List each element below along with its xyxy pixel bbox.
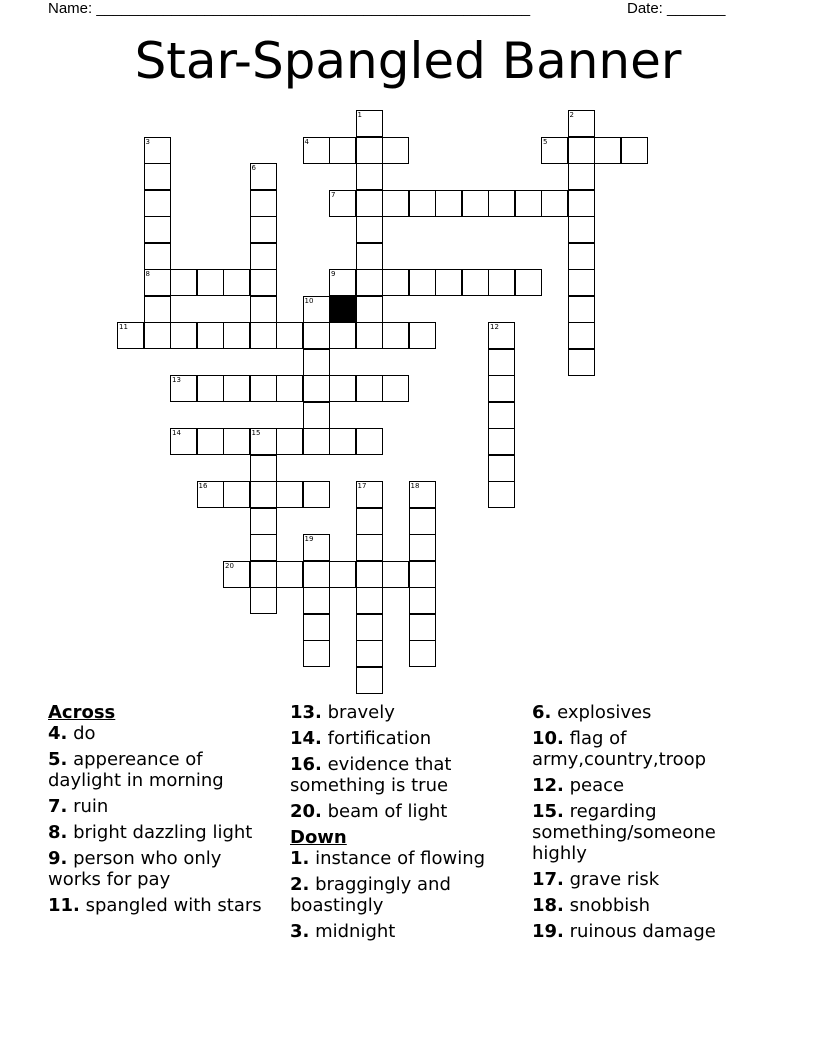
clue-item: [532, 869, 757, 890]
grid-cell[interactable]: [303, 428, 330, 455]
grid-cell[interactable]: [144, 137, 171, 164]
grid-cell[interactable]: [409, 508, 436, 535]
grid-cell[interactable]: [223, 375, 250, 402]
grid-cell[interactable]: [356, 163, 383, 190]
grid-cell[interactable]: [329, 428, 356, 455]
clue-text: ruinous damage: [563, 921, 716, 942]
grid-cell[interactable]: [356, 481, 383, 508]
clue-item: [48, 822, 278, 843]
grid-cell[interactable]: [356, 587, 383, 614]
grid-cell[interactable]: [144, 296, 171, 323]
grid-cell[interactable]: [223, 322, 250, 349]
grid-cell[interactable]: [250, 561, 277, 588]
clue-text: bright dazzling light: [67, 822, 253, 843]
cell-number: 11: [119, 323, 128, 331]
grid-cell[interactable]: [488, 269, 515, 296]
clue-number: 2.: [290, 874, 310, 895]
clue-column-3: [532, 702, 757, 947]
grid-cell[interactable]: [409, 190, 436, 217]
clue-item: [290, 728, 515, 749]
grid-cell[interactable]: [276, 322, 303, 349]
clue-item: [532, 801, 757, 864]
clue-number: 8.: [48, 822, 68, 843]
clue-number: 15.: [532, 801, 564, 822]
clue-text: flag of army,country,troop: [532, 728, 707, 770]
grid-cell[interactable]: [303, 322, 330, 349]
grid-cell[interactable]: [488, 402, 515, 429]
clue-text: ruin: [67, 796, 109, 817]
grid-cell[interactable]: [250, 428, 277, 455]
grid-cell[interactable]: [303, 614, 330, 641]
across-heading: Across: [48, 702, 116, 723]
cell-number: 1: [357, 111, 362, 119]
grid-cell[interactable]: [568, 137, 595, 164]
grid-cell[interactable]: [223, 269, 250, 296]
clue-number: 9.: [48, 848, 68, 869]
clue-text: regarding something/someone highly: [532, 801, 716, 864]
clue-number: 5.: [48, 749, 68, 770]
clue-text: do: [67, 723, 96, 744]
clue-column-1: [48, 702, 278, 921]
clue-item: [290, 702, 515, 723]
grid-cell[interactable]: [382, 190, 409, 217]
cell-number: 2: [569, 111, 574, 119]
grid-cell[interactable]: [250, 322, 277, 349]
clue-number: 10.: [532, 728, 564, 749]
grid-cell[interactable]: [356, 137, 383, 164]
grid-cell[interactable]: [223, 481, 250, 508]
grid-cell[interactable]: [462, 190, 489, 217]
clue-item: [290, 754, 515, 796]
grid-cell[interactable]: [568, 216, 595, 243]
clue-text: instance of flowing: [309, 848, 486, 869]
date-field: Date: _______: [627, 0, 726, 17]
grid-cell[interactable]: [170, 322, 197, 349]
grid-cell[interactable]: [303, 561, 330, 588]
grid-cell[interactable]: [250, 587, 277, 614]
clue-number: 7.: [48, 796, 68, 817]
grid-cell[interactable]: [303, 534, 330, 561]
clue-item: [290, 848, 515, 869]
grid-cell[interactable]: [568, 243, 595, 270]
grid-cell[interactable]: [488, 481, 515, 508]
grid-cell[interactable]: [250, 481, 277, 508]
grid-cell[interactable]: [462, 269, 489, 296]
clue-number: 3.: [290, 921, 310, 942]
cell-number: 17: [357, 482, 367, 490]
clue-number: 16.: [290, 754, 322, 775]
grid-cell[interactable]: [356, 243, 383, 270]
clue-list: [532, 702, 757, 942]
grid-cell[interactable]: [170, 269, 197, 296]
grid-cell[interactable]: [409, 640, 436, 667]
grid-cell[interactable]: [303, 402, 330, 429]
clue-item: [48, 749, 278, 791]
clue-item: [532, 702, 757, 723]
grid-cell[interactable]: [144, 269, 171, 296]
clue-item: [532, 921, 757, 942]
grid-cell[interactable]: [144, 322, 171, 349]
grid-cell[interactable]: [223, 561, 250, 588]
cell-number: 14: [172, 429, 181, 437]
grid-cell[interactable]: [144, 216, 171, 243]
grid-cell[interactable]: [356, 508, 383, 535]
grid-cell[interactable]: [250, 534, 277, 561]
grid-cell[interactable]: [488, 428, 515, 455]
clue-column-2: [290, 702, 515, 947]
grid-cell[interactable]: [250, 296, 277, 323]
grid-cell[interactable]: [250, 243, 277, 270]
clue-number: 4.: [48, 723, 68, 744]
cell-number: 3: [145, 137, 150, 146]
clue-number: 14.: [290, 728, 322, 749]
grid-cell[interactable]: [329, 269, 356, 296]
grid-cell[interactable]: [303, 296, 330, 323]
grid-cell[interactable]: [409, 322, 436, 349]
grid-cell[interactable]: [276, 561, 303, 588]
grid-cell[interactable]: [250, 375, 277, 402]
grid-cell[interactable]: [356, 269, 383, 296]
clue-text: grave risk: [563, 869, 660, 890]
clue-text: bravely: [321, 702, 395, 723]
cell-number: 9: [331, 270, 336, 278]
grid-cell[interactable]: [488, 349, 515, 376]
name-field: Name: ____________________________________________________: [48, 0, 531, 17]
page-title: Star-Spangled Banner: [134, 32, 682, 90]
grid-cell[interactable]: [541, 137, 568, 164]
grid-cell[interactable]: [356, 216, 383, 243]
grid-cell[interactable]: [382, 269, 409, 296]
grid-cell[interactable]: [303, 587, 330, 614]
clue-text: midnight: [309, 921, 396, 942]
cell-number: 13: [172, 376, 181, 384]
clue-text: evidence that something is true: [290, 754, 452, 796]
grid-cell[interactable]: [356, 614, 383, 641]
clue-text: beam of light: [321, 801, 448, 822]
grid-cell[interactable]: [382, 137, 409, 164]
cell-number: 12: [490, 323, 499, 331]
grid-cell[interactable]: [409, 587, 436, 614]
grid-cell[interactable]: [568, 269, 595, 296]
grid-cell[interactable]: [303, 481, 330, 508]
grid-cell[interactable]: [303, 375, 330, 402]
clue-text: peace: [563, 775, 625, 796]
grid-cell[interactable]: [197, 375, 224, 402]
clue-item: [532, 895, 757, 916]
cell-number: 20: [225, 561, 234, 570]
grid-cell[interactable]: [250, 163, 277, 190]
clue-text: fortification: [321, 728, 432, 749]
grid-cell[interactable]: [435, 190, 462, 217]
clue-text: person who only works for pay: [48, 848, 222, 890]
grid-cell[interactable]: [223, 428, 250, 455]
cell-number: 6: [251, 164, 256, 172]
clue-item: [48, 723, 278, 744]
grid-cell[interactable]: [250, 455, 277, 482]
grid-cell[interactable]: [568, 296, 595, 323]
grid-cell[interactable]: [356, 375, 383, 402]
grid-cell[interactable]: [568, 349, 595, 376]
grid-cell[interactable]: [568, 322, 595, 349]
grid-cell[interactable]: [356, 428, 383, 455]
clue-text: appereance of daylight in morning: [48, 749, 224, 791]
grid-cell[interactable]: [382, 375, 409, 402]
grid-cell[interactable]: [409, 614, 436, 641]
grid-cell[interactable]: [409, 561, 436, 588]
clue-item: [48, 796, 278, 817]
grid-cell[interactable]: [568, 190, 595, 217]
grid-cell[interactable]: [197, 481, 224, 508]
grid-cell[interactable]: [276, 428, 303, 455]
grid-cell[interactable]: [621, 137, 648, 164]
clue-number: 1.: [290, 848, 310, 869]
cell-number: 8: [145, 270, 150, 278]
clue-number: 19.: [532, 921, 564, 942]
grid-cell[interactable]: [144, 243, 171, 270]
clue-number: 13.: [290, 702, 322, 723]
cell-number: 4: [304, 137, 309, 146]
grid-cell[interactable]: [250, 216, 277, 243]
grid-cell[interactable]: [250, 508, 277, 535]
clue-number: 12.: [532, 775, 564, 796]
grid-cell[interactable]: [488, 375, 515, 402]
clue-text: snobbish: [563, 895, 651, 916]
clue-text: spangled with stars: [79, 895, 262, 916]
cell-number: 18: [410, 482, 420, 490]
down-heading: Down: [290, 827, 347, 848]
grid-cell[interactable]: [356, 296, 383, 323]
clue-item: [290, 921, 515, 942]
cell-number: 5: [543, 137, 548, 146]
grid-cell[interactable]: [488, 322, 515, 349]
grid-cell[interactable]: [170, 428, 197, 455]
grid-cell[interactable]: [568, 163, 595, 190]
clue-item: [532, 775, 757, 796]
grid-cell[interactable]: [515, 269, 542, 296]
clue-list: [290, 702, 515, 822]
grid-cell[interactable]: [329, 137, 356, 164]
clue-item: [290, 874, 515, 916]
grid-cell[interactable]: [144, 190, 171, 217]
grid-cell[interactable]: [488, 190, 515, 217]
grid-cell[interactable]: [276, 375, 303, 402]
cell-number: 19: [304, 535, 314, 543]
clue-number: 18.: [532, 895, 564, 916]
grid-cell[interactable]: [250, 190, 277, 217]
grid-cell[interactable]: [356, 190, 383, 217]
clue-number: 6.: [532, 702, 552, 723]
cell-number: 15: [251, 429, 261, 437]
grid-cell[interactable]: [541, 190, 568, 217]
grid-cell[interactable]: [276, 481, 303, 508]
grid-cell[interactable]: [568, 110, 595, 137]
grid-cell[interactable]: [435, 269, 462, 296]
grid-cell[interactable]: [356, 561, 383, 588]
cell-number: 7: [331, 190, 336, 199]
clue-number: 20.: [290, 801, 322, 822]
black-cell: [329, 296, 356, 323]
clue-text: explosives: [551, 702, 652, 723]
grid-cell[interactable]: [356, 110, 383, 137]
grid-cell[interactable]: [356, 667, 383, 694]
clue-item: [48, 848, 278, 890]
grid-cell[interactable]: [303, 349, 330, 376]
grid-cell[interactable]: [356, 534, 383, 561]
grid-cell[interactable]: [329, 322, 356, 349]
cell-number: 10: [304, 296, 314, 305]
grid-cell[interactable]: [356, 640, 383, 667]
grid-cell[interactable]: [409, 481, 436, 508]
grid-cell[interactable]: [409, 534, 436, 561]
clue-item: [532, 728, 757, 770]
grid-cell[interactable]: [329, 561, 356, 588]
grid-cell[interactable]: [197, 322, 224, 349]
grid-cell[interactable]: [250, 269, 277, 296]
grid-cell[interactable]: [488, 455, 515, 482]
grid-cell[interactable]: [382, 561, 409, 588]
grid-cell[interactable]: [117, 322, 144, 349]
grid-cell[interactable]: [144, 163, 171, 190]
clue-list: [48, 723, 278, 916]
grid-cell[interactable]: [170, 375, 197, 402]
clue-number: 11.: [48, 895, 80, 916]
clue-list: [290, 848, 515, 942]
grid-cell[interactable]: [356, 322, 383, 349]
grid-cell[interactable]: [594, 137, 621, 164]
cell-number: 16: [198, 482, 208, 490]
grid-cell[interactable]: [197, 428, 224, 455]
clue-item: [290, 801, 515, 822]
grid-cell[interactable]: [303, 640, 330, 667]
clue-number: 17.: [532, 869, 564, 890]
grid-cell[interactable]: [197, 269, 224, 296]
grid-cell[interactable]: [382, 322, 409, 349]
clue-item: [48, 895, 278, 916]
grid-cell[interactable]: [515, 190, 542, 217]
grid-cell[interactable]: [303, 137, 330, 164]
grid-cell[interactable]: [329, 190, 356, 217]
grid-cell[interactable]: [329, 375, 356, 402]
clue-text: braggingly and boastingly: [290, 874, 451, 916]
grid-cell[interactable]: [409, 269, 436, 296]
